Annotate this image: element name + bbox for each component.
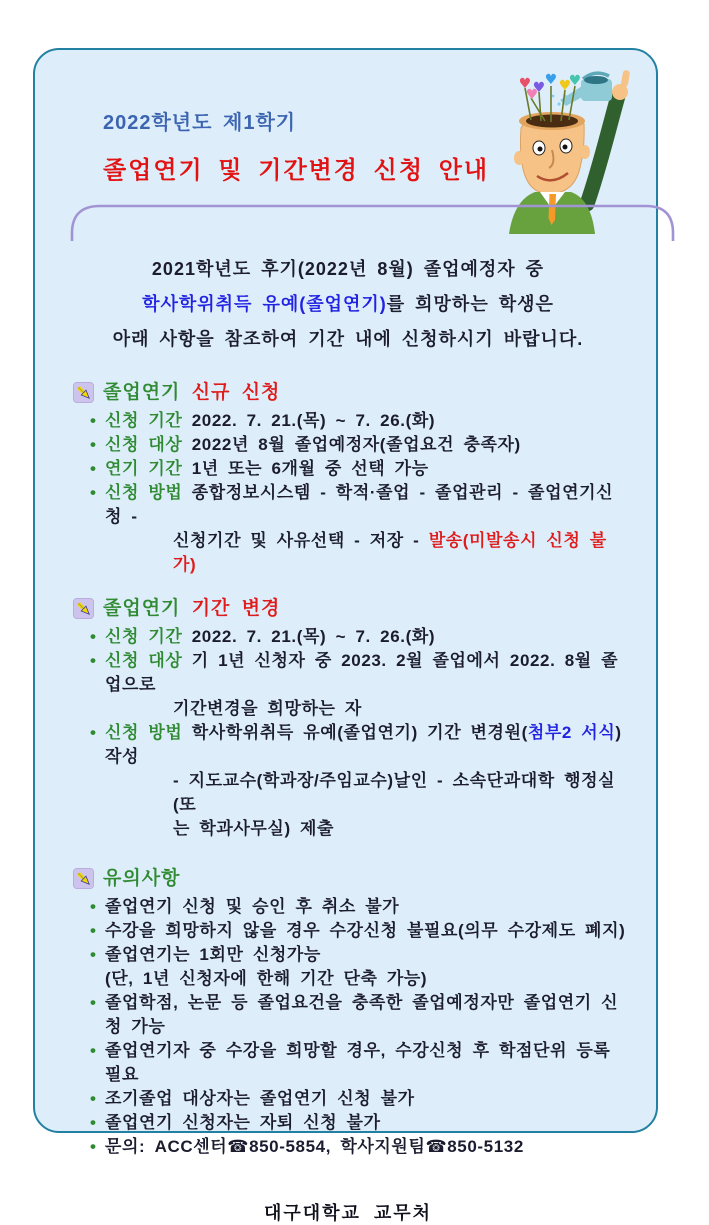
bullet-item (70, 721, 626, 769)
bullet-item (70, 1039, 626, 1087)
bullet-text (105, 991, 626, 1039)
bullet-continuation (70, 817, 626, 841)
bullet-text (105, 433, 521, 457)
bullet-item (70, 991, 626, 1039)
bullet-item (70, 481, 626, 529)
svg-text:♥: ♥ (544, 72, 558, 88)
bullet-text-segment: 종합정보시스템 - 학적·졸업 - 졸업관리 - 졸업연기신청 - (105, 483, 614, 526)
corner-arrow-down-right-icon (73, 598, 94, 619)
bullet-text-segment: 졸업연기는 1회만 신청가능 (105, 945, 321, 964)
bullet-dot-icon: • (90, 435, 97, 454)
bullet-text (105, 1039, 626, 1087)
section-heading-segment: 졸업연기 (103, 382, 192, 403)
bullet-item (70, 895, 626, 919)
notice-card (33, 48, 658, 1223)
bullet-text-segment: 2022년 8월 졸업예정자(졸업요건 충족자) (191, 435, 521, 454)
bullet-text-segment: 신청기간 및 사유선택 - 저장 - (173, 531, 429, 550)
bullet-item (70, 1111, 626, 1135)
corner-arrow-down-right-icon (73, 382, 94, 403)
bullet-continuation (70, 529, 626, 577)
bullet-text-segment: )작성 (105, 723, 622, 766)
section-heading-text (103, 379, 280, 406)
section-heading-text (103, 595, 280, 622)
bullet-text-segment: 졸업학점, 논문 등 졸업요건을 충족한 졸업예정자만 졸업연기 신청 가능 (105, 993, 619, 1036)
bullet-text (105, 409, 435, 433)
bullet-text (105, 895, 399, 919)
svg-text:♥: ♥ (558, 78, 572, 94)
bullet-text-segment: 연기 기간 (105, 459, 192, 478)
bullet-text-segment: 기간변경을 희망하는 자 (173, 699, 362, 718)
section-heading-segment: 졸업연기 (103, 598, 192, 619)
bullet-text-segment: 신청 대상 (105, 651, 192, 670)
bullet-text-segment: 졸업연기 신청 및 승인 후 취소 불가 (105, 897, 400, 916)
bullet-continuation (70, 769, 626, 817)
bullet-dot-icon: • (90, 897, 97, 916)
bullet-text (105, 1111, 381, 1135)
bullet-text (105, 649, 626, 697)
bullet-item (70, 919, 626, 943)
bullet-dot-icon: • (90, 651, 97, 670)
svg-text:♥: ♥ (568, 73, 582, 89)
bullet-item (70, 943, 626, 967)
section-heading-segment: 기간 변경 (191, 598, 281, 619)
bullet-text-segment: 학사학위취득 유예(졸업연기) 기간 변경원( (191, 723, 528, 742)
section-heading (73, 595, 626, 622)
page-title: 졸업연기 및 기간변경 신청 안내 (103, 157, 490, 184)
bullet-text-segment: 첨부2 서식 (527, 723, 616, 742)
bullet-text (105, 1135, 524, 1159)
bullet-text-segment: 신청 기간 (105, 411, 192, 430)
semester-label: 2022학년도 제1학기 (103, 112, 297, 134)
bullet-text-segment: 2022. 7. 21.(목) ~ 7. 26.(화) (191, 411, 436, 430)
bullet-text-segment: 신청 기간 (105, 627, 192, 646)
section-heading-segment: 유의사항 (103, 868, 181, 889)
bullet-text-segment: - 지도교수(학과장/주임교수)날인 - 소속단과대학 행정실(또 (173, 771, 616, 814)
intro-paragraph (70, 252, 626, 357)
bullet-dot-icon: • (90, 1041, 97, 1060)
section-3 (70, 865, 626, 1159)
bullet-dot-icon: • (90, 459, 97, 478)
bullet-text-segment: 는 학과사무실) 제출 (173, 819, 335, 838)
intro-line-1: 2021학년도 후기(2022년 8월) 졸업예정자 중 (151, 259, 545, 279)
bullet-text-segment: 1년 또는 6개월 중 선택 가능 (191, 459, 429, 478)
bullet-dot-icon: • (90, 1113, 97, 1132)
bullet-text-segment: (단, 1년 신청자에 한해 기간 단축 가능) (105, 969, 428, 988)
bullet-text-segment: 수강을 희망하지 않을 경우 수강신청 불필요(의무 수강제도 폐지) (105, 921, 626, 940)
bullet-text (105, 481, 626, 529)
bullet-text-segment: 발송(미발송시 신청 불가) (173, 531, 607, 574)
bullet-item (70, 1135, 626, 1159)
bullet-text (105, 457, 429, 481)
bullet-dot-icon: • (90, 1137, 97, 1156)
bullet-item (70, 625, 626, 649)
section-heading (73, 865, 626, 892)
footer-signature: 대구대학교 교무처 (263, 1203, 433, 1223)
svg-text:♥: ♥ (525, 87, 539, 103)
bullet-item (70, 409, 626, 433)
bullet-item (70, 649, 626, 697)
bullet-dot-icon: • (90, 483, 97, 502)
bullet-text (105, 721, 626, 769)
bullet-continuation (70, 967, 626, 991)
bullet-text-segment: 졸업연기자 중 수강을 희망할 경우, 수강신청 후 학점단위 등록 필요 (105, 1041, 611, 1084)
intro-line-3: 아래 사항을 참조하여 기간 내에 신청하시기 바랍니다. (112, 329, 584, 349)
bullet-text-segment: 기 1년 신청자 중 2023. 2월 졸업에서 2022. 8월 졸업으로 (105, 651, 619, 694)
bullet-dot-icon: • (90, 993, 97, 1012)
bullet-text-segment: 문의: ACC센터☎850-5854, 학사지원팀☎850-5132 (105, 1137, 524, 1156)
bullet-dot-icon: • (90, 723, 97, 742)
bullet-text-segment: 졸업연기 신청자는 자퇴 신청 불가 (105, 1113, 381, 1132)
bullet-dot-icon: • (90, 921, 97, 940)
svg-text:♥: ♥ (532, 80, 546, 96)
intro-line-2-rest: 를 희망하는 학생은 (386, 294, 554, 314)
bullet-item (70, 433, 626, 457)
sections (70, 379, 626, 1159)
intro-highlight: 학사학위취득 유예(졸업연기) (142, 294, 387, 314)
bullet-continuation (70, 697, 626, 721)
corner-arrow-down-right-icon (73, 868, 94, 889)
bullet-text-segment: 2022. 7. 21.(목) ~ 7. 26.(화) (191, 627, 436, 646)
bullet-item (70, 1087, 626, 1111)
bullet-text-segment: 신청 대상 (105, 435, 192, 454)
intro-line-2 (70, 287, 626, 322)
bullet-text (105, 919, 625, 943)
section-heading-segment: 신규 신청 (191, 382, 281, 403)
section-heading (73, 379, 626, 406)
bullet-dot-icon: • (90, 945, 97, 964)
bullet-dot-icon: • (90, 627, 97, 646)
bullet-text (105, 943, 321, 967)
bullet-text-segment: 조기졸업 대상자는 졸업연기 신청 불가 (105, 1089, 415, 1108)
bullet-text-segment: 신청 방법 (105, 483, 192, 502)
bullet-text (105, 625, 435, 649)
bullet-dot-icon: • (90, 1089, 97, 1108)
bullet-item (70, 457, 626, 481)
section-heading-text (103, 865, 180, 892)
section-1 (70, 379, 626, 577)
bullet-text-segment: 신청 방법 (105, 723, 192, 742)
bullet-text (105, 1087, 415, 1111)
bullet-dot-icon: • (90, 411, 97, 430)
svg-text:♥: ♥ (518, 76, 532, 92)
section-2 (70, 595, 626, 841)
